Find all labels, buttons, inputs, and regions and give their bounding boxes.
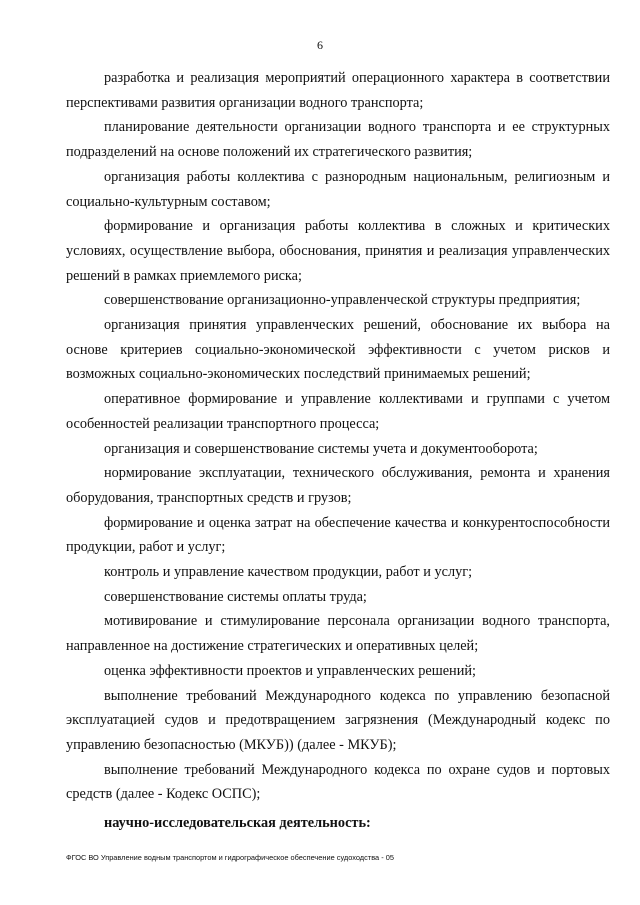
body-text (66, 66, 610, 836)
paragraph: выполнение требований Международного кодекса по охране судов и портовых средств (далее - Кодекс ОСПС); (66, 761, 610, 803)
paragraph: совершенствование системы оплаты труда; (104, 588, 367, 605)
paragraph: выполнение требований Международного кодекса по управлению безопасной эксплуатацией судов и предотвращением загрязнения (Международный кодекс по управлению безопасностью (МКУБ)) (далее - МКУБ); (66, 687, 610, 753)
paragraph: оперативное формирование и управление коллективами и группами с учетом особенностей реализации транспортного процесса; (66, 391, 610, 432)
paragraph: разработка и реализация мероприятий операционного характера в соответствии перспективами развития организации водного транспорта; (66, 70, 610, 111)
paragraph: формирование и оценка затрат на обеспечение качества и конкурентоспособности продукции, работ и услуг; (66, 514, 610, 556)
paragraph: формирование и организация работы коллектива в сложных и критических условиях, осуществление выбора, обоснования, принятия и реализация управленческих решений в рамках приемлемого риска; (66, 218, 610, 284)
section-heading: научно-исследовательская деятельность: (104, 815, 371, 832)
paragraph: организация принятия управленческих решений, обоснование их выбора на основе критериев социально-экономической эффективности с учетом рисков и возможных социально-экономических последствий принимаемых решений; (66, 317, 610, 383)
paragraph: планирование деятельности организации водного транспорта и ее структурных подразделений на основе положений их стратегического развития; (66, 119, 610, 161)
paragraph: организация и совершенствование системы учета и документооборота; (104, 440, 538, 457)
page-number: 6 (317, 38, 323, 52)
document-footer: ФГОС ВО Управление водным транспортом и гидрографическое обеспечение судоходства - 05 (66, 853, 394, 862)
paragraph: организация работы коллектива с разнородным национальным, религиозным и социально-культурным составом; (66, 168, 610, 210)
paragraph: оценка эффективности проектов и управленческих решений; (104, 662, 476, 679)
paragraph: мотивирование и стимулирование персонала организации водного транспорта, направленное на достижение стратегических и оперативных целей; (66, 613, 610, 655)
paragraph: контроль и управление качеством продукции, работ и услуг; (104, 564, 473, 581)
paragraph: нормирование эксплуатации, технического обслуживания, ремонта и хранения оборудования, транспортных средств и грузов; (66, 465, 610, 506)
paragraph: совершенствование организационно-управленческой структуры предприятия; (104, 292, 581, 309)
